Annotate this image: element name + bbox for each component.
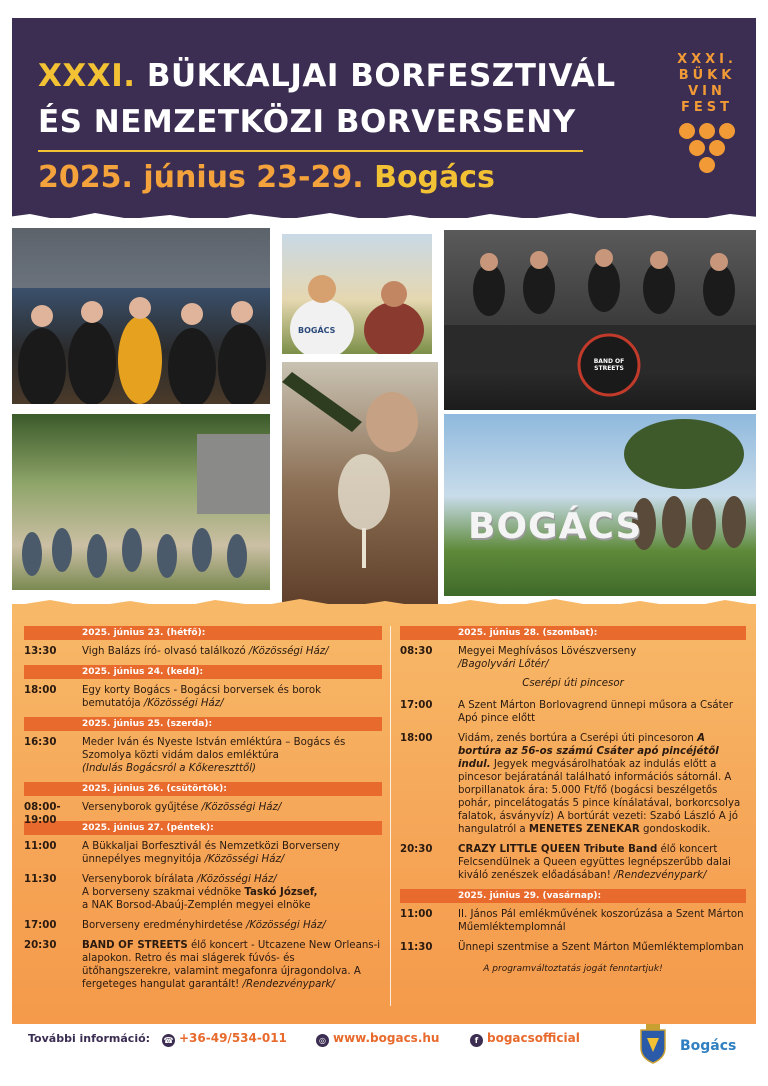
program-right-column (400, 626, 746, 974)
photo-wine-pouring (282, 362, 438, 618)
event-title: Meder Iván és Nyeste István emléktúra – Bogács és Szomolya közti vidám dalos emléktúra (82, 737, 346, 761)
event-title: A Szent Márton Borlovagrend ünnepi műsora a Csáter Apó pince előtt (458, 700, 734, 724)
event-venue: /Rendezvénypark/ (614, 870, 707, 881)
logo-line-1: XXXI. (677, 52, 737, 67)
event-title: Megyei Meghívásos Lövészverseny (458, 646, 637, 657)
event-venue: /Közösségi Ház/ (197, 874, 277, 885)
event-performer: BAND OF STREETS (82, 940, 188, 951)
event-item (400, 699, 746, 725)
event-item (24, 645, 382, 658)
event-venue: /Közösségi Ház/ (245, 920, 326, 931)
event-time: 17:00 (400, 700, 433, 711)
day-header: 2025. június 25. (szerda): (24, 717, 382, 731)
program-left-column (24, 626, 382, 998)
event-performer: CRAZY LITTLE QUEEN Tribute Band (458, 844, 658, 855)
event-detail: a NAK Borsod-Abaúj-Zemplén megyei elnöke (82, 900, 311, 911)
event-time: 20:30 (24, 940, 57, 951)
logo-line-4: FEST (681, 100, 733, 115)
event-start-note: A bortúra az 56-os számú Csáter apó pincéjétől indul. (458, 733, 719, 770)
website-link[interactable] (316, 1031, 439, 1047)
event-title: élő koncert (660, 844, 718, 855)
event-venue: /Bagolyvári Lőtér/ (458, 659, 549, 670)
event-item (24, 736, 382, 775)
event-detail: Felcsendülnek a Queen együttes legnépszerűbb dalai kiváló zenészek előadásában! (458, 857, 731, 881)
event-time: 11:30 (24, 874, 57, 885)
grape-cluster-icon (678, 122, 736, 176)
event-item (24, 840, 382, 866)
event-patron: Taskó József, (244, 887, 318, 898)
program-change-notice: A programváltoztatás jogát fenntartjuk! (483, 964, 663, 974)
event-venue: /Közösségi Ház/ (204, 854, 285, 865)
event-time: 20:30 (400, 844, 433, 855)
event-time: 13:30 (24, 646, 57, 657)
bukkvinfest-logo (672, 52, 742, 180)
band-logo: BAND OF STREETS (593, 358, 625, 372)
event-time: 11:30 (400, 942, 433, 953)
festival-date (38, 160, 495, 195)
event-title: Versenyborok gyűjtése (82, 802, 199, 813)
event-time: 08:00-19:00 (24, 802, 61, 826)
day-header: 2025. június 27. (péntek): (24, 821, 382, 835)
program-section (12, 604, 756, 1024)
title-festival: BÜKKALJAI BORFESZTIVÁL (146, 58, 616, 94)
event-title: II. János Pál emlékművének koszorúzása a Szent Márton Műemléktemplomnál (458, 909, 744, 933)
event-title: Vigh Balázs író- olvasó találkozó (82, 646, 246, 657)
date-range: 2025. június 23-29. (38, 160, 364, 195)
day-header: 2025. június 23. (hétfő): (24, 626, 382, 640)
globe-icon: ◎ (316, 1034, 329, 1047)
coat-of-arms-icon (638, 1024, 668, 1064)
phone-icon: ☎ (163, 1036, 174, 1045)
phone-number: +36-49/534-011 (179, 1031, 287, 1045)
event-detail-tail: gondoskodik. (643, 824, 711, 835)
facebook-handle: bogacsofficial (487, 1031, 580, 1045)
day-header: 2025. június 29. (vasárnap): (400, 889, 746, 903)
event-title: Egy korty Bogács - Bogácsi borversek és borok bemutatója (82, 685, 321, 709)
header-banner (12, 18, 756, 218)
facebook-icon: f (470, 1034, 483, 1047)
event-time: 08:30 (400, 646, 433, 657)
bogacs-brand-logo: Bogács (680, 1038, 737, 1054)
shirt-logo: BOGÁCS (298, 326, 336, 335)
town-name: Bogács (374, 160, 495, 195)
photo-concert-band (12, 228, 270, 404)
event-title: Borverseny eredményhirdetése (82, 920, 243, 931)
photo-bogacs-sign (444, 414, 756, 596)
photo-toast (282, 234, 432, 354)
event-item (400, 645, 746, 671)
event-item (24, 684, 382, 710)
event-title: A Bükkaljai Borfesztivál és Nemzetközi Borverseny ünnepélyes megnyitója (82, 841, 340, 865)
event-item (24, 801, 382, 826)
day-header: 2025. június 24. (kedd): (24, 665, 382, 679)
event-venue: (Indulás Bogácsról a Kőkereszttől) (82, 763, 257, 774)
event-venue: /Közösségi Ház/ (201, 802, 282, 813)
event-title: Ünnepi szentmise a Szent Márton Műemléktemplomban (458, 942, 744, 953)
event-item (400, 941, 746, 954)
event-title: Vidám, zenés bortúra a Cserépi úti pincesoron (458, 733, 694, 744)
more-info-label: További információ: (28, 1032, 151, 1045)
event-item (24, 919, 382, 932)
footer (12, 1024, 756, 1054)
logo-line-2: BÜKK (678, 68, 736, 83)
event-performer: MENETES ZENEKAR (528, 824, 640, 835)
venue-heading: Cserépi úti pincesor (522, 678, 624, 689)
event-time: 11:00 (24, 841, 57, 852)
title-line-1 (38, 58, 616, 94)
bogacs-letters: BOGÁCS (468, 506, 643, 547)
event-time: 17:00 (24, 920, 57, 931)
column-divider (390, 626, 391, 1006)
event-item (400, 732, 746, 836)
facebook-link[interactable] (470, 1031, 580, 1047)
day-header: 2025. június 26. (csütörtök): (24, 782, 382, 796)
event-item (400, 908, 746, 934)
event-title: Versenyborok bírálata (82, 874, 194, 885)
event-venue: /Közösségi Ház/ (143, 698, 224, 709)
event-time: 11:00 (400, 909, 433, 920)
day-header: 2025. június 28. (szombat): (400, 626, 746, 640)
event-venue: /Közösségi Ház/ (248, 646, 329, 657)
event-venue: /Rendezvénypark/ (242, 979, 335, 990)
photo-collage (0, 220, 768, 618)
event-detail: A borverseny szakmai védnöke (82, 887, 242, 898)
title-edition: XXXI. (38, 58, 136, 94)
event-detail: Jegyek megvásárolhatóak az indulás előtt a pincesor bejáratánál található információs sátornál. A borpillanatok ára: 5.000 Ft/fő (bogácsi beszélgetős pohár, pincelátogatás 5 pince kínálatával, borkorcsolya falatok, ásványvíz) A bortúrát vezeti: Szabó László A jó hangulatról a (458, 759, 741, 835)
title-line-2: ÉS NEMZETKÖZI BORVERSENY (38, 104, 576, 140)
logo-line-3: VIN (688, 84, 726, 99)
event-time: 18:00 (24, 685, 57, 696)
photo-crowd-street (12, 414, 270, 590)
photo-band-of-streets (444, 230, 756, 410)
event-item (24, 873, 382, 912)
event-title: élő koncert - Utcazene New Orleans-i alapokon. Retro és mai slágerek fúvós- és ütőhangszerekre, valamint megafonra újragondolva. A fergeteges hangulat garantált! (82, 940, 381, 990)
event-time: 18:00 (400, 733, 433, 744)
title-rule (38, 150, 583, 152)
event-time: 16:30 (24, 737, 57, 748)
phone-contact[interactable] (162, 1031, 287, 1047)
event-item (24, 939, 382, 991)
website-url: www.bogacs.hu (333, 1031, 440, 1045)
event-item (400, 843, 746, 882)
